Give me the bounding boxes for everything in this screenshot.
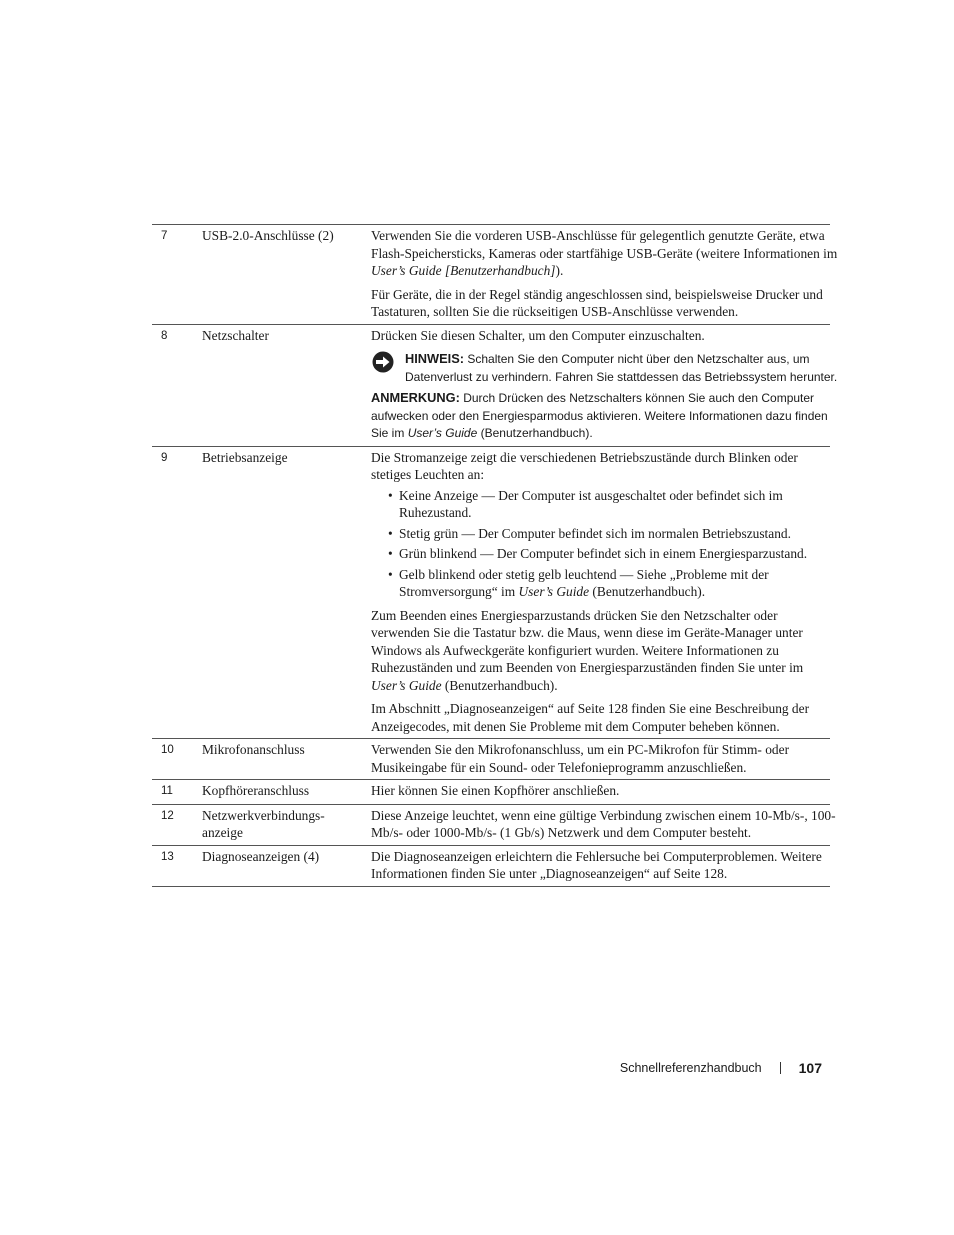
table-row	[152, 805, 836, 846]
list-item: • Grün blinkend — Der Computer befindet sich in einem Energiesparzustand.	[399, 545, 839, 563]
footer-title: Schnellreferenzhandbuch	[619, 1061, 762, 1075]
item-name: Betriebsanzeige	[202, 449, 288, 465]
table-row	[152, 325, 838, 447]
notice-text	[405, 350, 839, 386]
table-row	[152, 447, 830, 740]
item-number: 10	[161, 744, 174, 756]
description-paragraph: Drücken Sie diesen Schalter, um den Computer einzuschalten.	[371, 327, 705, 343]
item-name: Kopfhöreranschluss	[202, 783, 310, 798]
note-label: ANMERKUNG:	[371, 390, 460, 405]
item-name: Netzschalter	[202, 327, 269, 343]
list-item	[399, 566, 839, 601]
item-description	[371, 449, 839, 736]
guide-title: User’s Guide [Benutzerhandbuch]	[371, 263, 556, 278]
item-description	[371, 227, 839, 321]
item-number: 13	[161, 850, 174, 863]
page-number: 107	[798, 1060, 822, 1076]
description-paragraph: Die Stromanzeige zeigt die verschiedenen Betriebszustände durch Blinken oder stetiges Leuchten an:	[371, 449, 798, 482]
guide-title: User’s Guide	[407, 426, 478, 440]
table-row	[152, 780, 830, 805]
text-run: Gelb blinkend oder stetig gelb leuchtend — Siehe „Probleme mit der Stromversorgung“ im	[399, 566, 769, 599]
description-paragraph: Die Diagnoseanzeigen erleichtern die Fehlersuche bei Computerproblemen. Weitere Informationen finden Sie unter „Diagnoseanzeigen“ auf Seite 128.	[371, 848, 822, 881]
list-item: • Stetig grün — Der Computer befindet sich im normalen Betriebszustand.	[399, 525, 839, 543]
text-run: ).	[555, 263, 564, 278]
item-description	[371, 741, 839, 776]
description-paragraph: Diese Anzeige leuchtet, wenn eine gültige Verbindung zwischen einem 10-Mb/s-, 100-Mb/s- oder 1000-Mb/s- (1 Gb/s) Netzwerk und dem Computer besteht.	[371, 807, 836, 840]
item-number: 11	[161, 785, 173, 797]
text-run: Verwenden Sie die vorderen USB-Anschlüsse für gelegentlich genutzte Geräte, etwa Flash-Speichersticks, Kameras oder startfähige USB-Geräte (weitere Informationen im	[371, 228, 838, 261]
item-number: 8	[161, 329, 168, 342]
status-list	[371, 487, 839, 601]
guide-title: User’s Guide	[371, 677, 442, 693]
notice-box	[371, 350, 839, 386]
footer-divider	[780, 1062, 781, 1074]
item-name: Mikrofonanschluss	[202, 742, 305, 757]
item-description	[371, 807, 839, 842]
description-paragraph: Im Abschnitt „Diagnoseanzeigen“ auf Seite 128 finden Sie eine Beschreibung der Anzeigecodes, mit denen Sie Probleme mit dem Computer beheben können.	[371, 701, 810, 734]
list-item: • Keine Anzeige — Der Computer ist ausgeschaltet oder befindet sich im Ruhezustand.	[399, 487, 839, 522]
table-row	[152, 846, 830, 887]
text-run: Durch Drücken des Netzschalters können Sie auch den Computer aufwecken oder den Energiesparmodus aktivieren. Weitere Informationen dazu finden Sie im	[371, 391, 828, 440]
description-paragraph	[371, 607, 839, 695]
text-run: (Benutzerhandbuch).	[441, 677, 558, 693]
text-run: (Benutzerhandbuch).	[477, 426, 593, 440]
item-number: 12	[161, 809, 174, 822]
text-run: Zum Beenden eines Energiesparzustands drücken Sie den Netzschalter oder verwenden Sie die Tastatur bzw. die Maus, wenn diese im Geräte-Manager unter Windows als Aufweckgeräte konfiguriert wurden. Weitere Informationen zu Ruhezuständen und zum Beenden von Energiesparzuständen finden Sie unter im	[371, 607, 804, 675]
item-name: Netzwerkverbindungs-anzeige	[202, 807, 325, 840]
description-paragraph	[371, 227, 839, 280]
table-row	[152, 739, 830, 780]
item-description	[371, 782, 839, 801]
item-description	[371, 327, 839, 443]
table-row	[152, 225, 838, 325]
description-paragraph: Verwenden Sie den Mikrofonanschluss, um ein PC-Mikrofon für Stimm- oder Musikeingabe für ein Sound- oder Telefonieprogramm anzuschließen.	[371, 742, 790, 775]
item-name: USB-2.0-Anschlüsse (2)	[202, 228, 334, 243]
page-footer	[540, 1060, 822, 1076]
item-number: 9	[161, 451, 168, 464]
description-paragraph: Für Geräte, die in der Regel ständig angeschlossen sind, beispielsweise Drucker und Tastaturen, sollten Sie die rückseitigen USB-Anschlüsse verwenden.	[371, 286, 823, 319]
guide-title: User’s Guide	[518, 584, 590, 599]
text-run: Schalten Sie den Computer nicht über den Netzschalter aus, um Datenverlust zu verhindern. Fahren Sie stattdessen das Betriebssystem herunter.	[405, 352, 838, 384]
notice-arrow-icon	[371, 350, 405, 386]
item-name: Diagnoseanzeigen (4)	[202, 848, 320, 864]
note-text	[371, 389, 839, 443]
component-table	[152, 224, 838, 887]
description-paragraph: Hier können Sie einen Kopfhörer anschließen.	[371, 783, 620, 798]
text-run: (Benutzerhandbuch).	[589, 584, 706, 599]
notice-label: HINWEIS:	[405, 351, 465, 366]
item-number: 7	[161, 230, 168, 242]
item-description	[371, 848, 839, 883]
